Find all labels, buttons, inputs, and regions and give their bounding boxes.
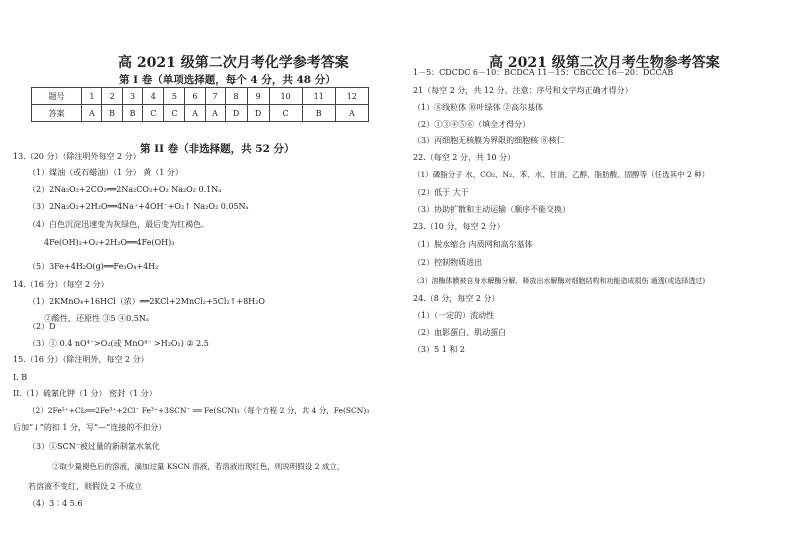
answer-line: 24.（8 分，每空 2 分） (413, 294, 500, 303)
table-cell: 3 (122, 88, 142, 105)
table-cell: 11 (302, 88, 335, 105)
table-row-label: 题号 (32, 88, 82, 105)
answer-line: II.（1）硫氰化钾（1 分） 密封（1 分） (13, 389, 157, 398)
answer-line: 若溶液不变红，则假设 2 不成立 (28, 482, 143, 491)
answer-line: （3）①SCN⁻被过量的新制氯水氧化 (28, 442, 160, 451)
table-cell: 6 (185, 88, 205, 105)
chemistry-title: 高 2021 级第二次月考化学参考答案 (118, 55, 349, 71)
answer-line: （2）D (28, 322, 56, 331)
table-cell: A (82, 105, 102, 122)
answer-line: （3）协助扩散和主动运输（顺序不能交换） (413, 205, 571, 214)
table-cell: D (247, 105, 269, 122)
table-row-label: 答案 (32, 105, 82, 122)
table-cell: 10 (269, 88, 302, 105)
answer-line: （1）⑧线粒体 ⑩叶绿体 ②高尔基体 (413, 103, 544, 112)
answer-line: ②酸性、还原性 ③5 ④0.5Nₐ (44, 314, 149, 323)
answer-line: （3）丙细胞无核膜为界限的细胞核 ⑧核仁 (413, 136, 565, 145)
table-cell: A (185, 105, 205, 122)
answer-line: （1）（一定的）流动性 (413, 311, 495, 320)
table-cell: B (102, 105, 122, 122)
table-cell: 9 (247, 88, 269, 105)
answer-line: 22.（每空 2 分，共 10 分） (413, 153, 516, 162)
answer-line: 23.（10 分，每空 2 分） (413, 222, 505, 231)
answer-line: （1）2KMnO₄+16HCl（浓）══2KCl+2MnCl₂+5Cl₂↑+8H₂O (28, 297, 265, 306)
table-cell: D (225, 105, 247, 122)
table-cell: A (205, 105, 225, 122)
answer-line: 4Fe(OH)₂+O₂+2H₂O══4Fe(OH)₃ (44, 238, 175, 247)
answer-line: （3）2Na₂O₂+2H₂O══4Na⁺+4OH⁻+O₂↑ Na₂O₂ 0.05Nₐ (28, 202, 249, 211)
answer-line: （1）煤油（或石蜡油）（1 分） 黄（1 分） (28, 168, 183, 177)
answer-line: （3）① 0.4 nO⁴⁻>O₂(或 MnO⁴⁻ >H₂O₂) ② 2.5 (28, 339, 209, 348)
table-cell: 7 (205, 88, 225, 105)
table-cell: A (335, 105, 368, 122)
answer-line: （2）控制物质进出 (413, 258, 483, 267)
table-cell: C (164, 105, 185, 122)
answer-line: （4）3∶4 5.6 (28, 499, 83, 508)
table-row-answers (32, 105, 369, 122)
table-row-numbers (32, 88, 369, 105)
table-cell: 8 (225, 88, 247, 105)
table-cell: B (302, 105, 335, 122)
answer-line: 14.（16 分）（每空 2 分） (13, 280, 109, 289)
answer-line: 13.（20 分）（除注明外每空 2 分） (13, 152, 141, 161)
answer-line: 15.（16 分）（除注明外，每空 2 分） (13, 355, 149, 364)
answer-line: （2）2Fe²⁺+Cl₂══2Fe³⁺+2Cl⁻ Fe³⁺+3SCN⁻ ══ Fe(SCN)₃（每个方程 2 分，共 4 分，Fe(SCN)₃ (28, 406, 370, 415)
table-cell: 2 (102, 88, 122, 105)
table-cell: B (122, 105, 142, 122)
answer-line: （1）脱水缩合 内质网和高尔基体 (413, 240, 533, 249)
answer-line: （3）溶酶体膜被自身水解酶分解，释放出水解酶对细胞结构和功能造成损伤 通透(或选择透过) (413, 277, 706, 285)
answer-line: （1）磷脂分子 水、CO₂、N₂、苯、水、甘油、乙醇、脂肪酸、固醇等（任选其中 2 种） (413, 170, 710, 179)
table-cell: C (143, 105, 164, 122)
table-cell: C (269, 105, 302, 122)
answer-line: 后加“↓”的扣 1 分，写“—”连接的不扣分） (13, 423, 167, 432)
answer-line: 1－5：CDCDC 6－10：BCDCA 11－15：CBCCC 16－20：DCCAB (413, 68, 674, 77)
table-cell: 5 (164, 88, 185, 105)
answer-line: （5）3Fe+4H₂O(g)══Fe₃O₄+4H₂ (28, 262, 159, 271)
answer-line: （2）血影蛋白、肌动蛋白 (413, 328, 507, 337)
table-cell: 1 (82, 88, 102, 105)
table-cell: 4 (143, 88, 164, 105)
section-1-title: 第 I 卷（单项选择题，每个 4 分，共 48 分） (119, 74, 336, 86)
section-2-title: 第 II 卷（非选择题，共 52 分） (140, 143, 295, 155)
answer-line: （2）①③④⑤⑥（填全才得分） (413, 120, 531, 129)
answer-line: （2）低于 大于 (413, 188, 469, 197)
answer-line: I. B (13, 373, 28, 382)
answer-line: （3）5 1 和 2 (413, 345, 465, 354)
table-cell: 12 (335, 88, 368, 105)
answer-line: （2）2Na₂O₂+2CO₂══2Na₂CO₃+O₂ Na₂O₂ 0.1Nₐ (28, 185, 222, 194)
biology-title: 高 2021 级第二次月考生物参考答案 (489, 55, 720, 71)
answer-line: （4）白色沉淀迅速变为灰绿色，最后变为红褐色。 (28, 220, 210, 229)
answer-line: ②取少量褪色后的溶液，滴加过量 KSCN 溶液，若溶液出现红色，则说明假设 2 成立， (52, 462, 345, 471)
answer-line: 21（每空 2 分，共 12 分。注意：序号和文字均正确才得分） (413, 86, 633, 95)
answer-table (31, 87, 369, 122)
